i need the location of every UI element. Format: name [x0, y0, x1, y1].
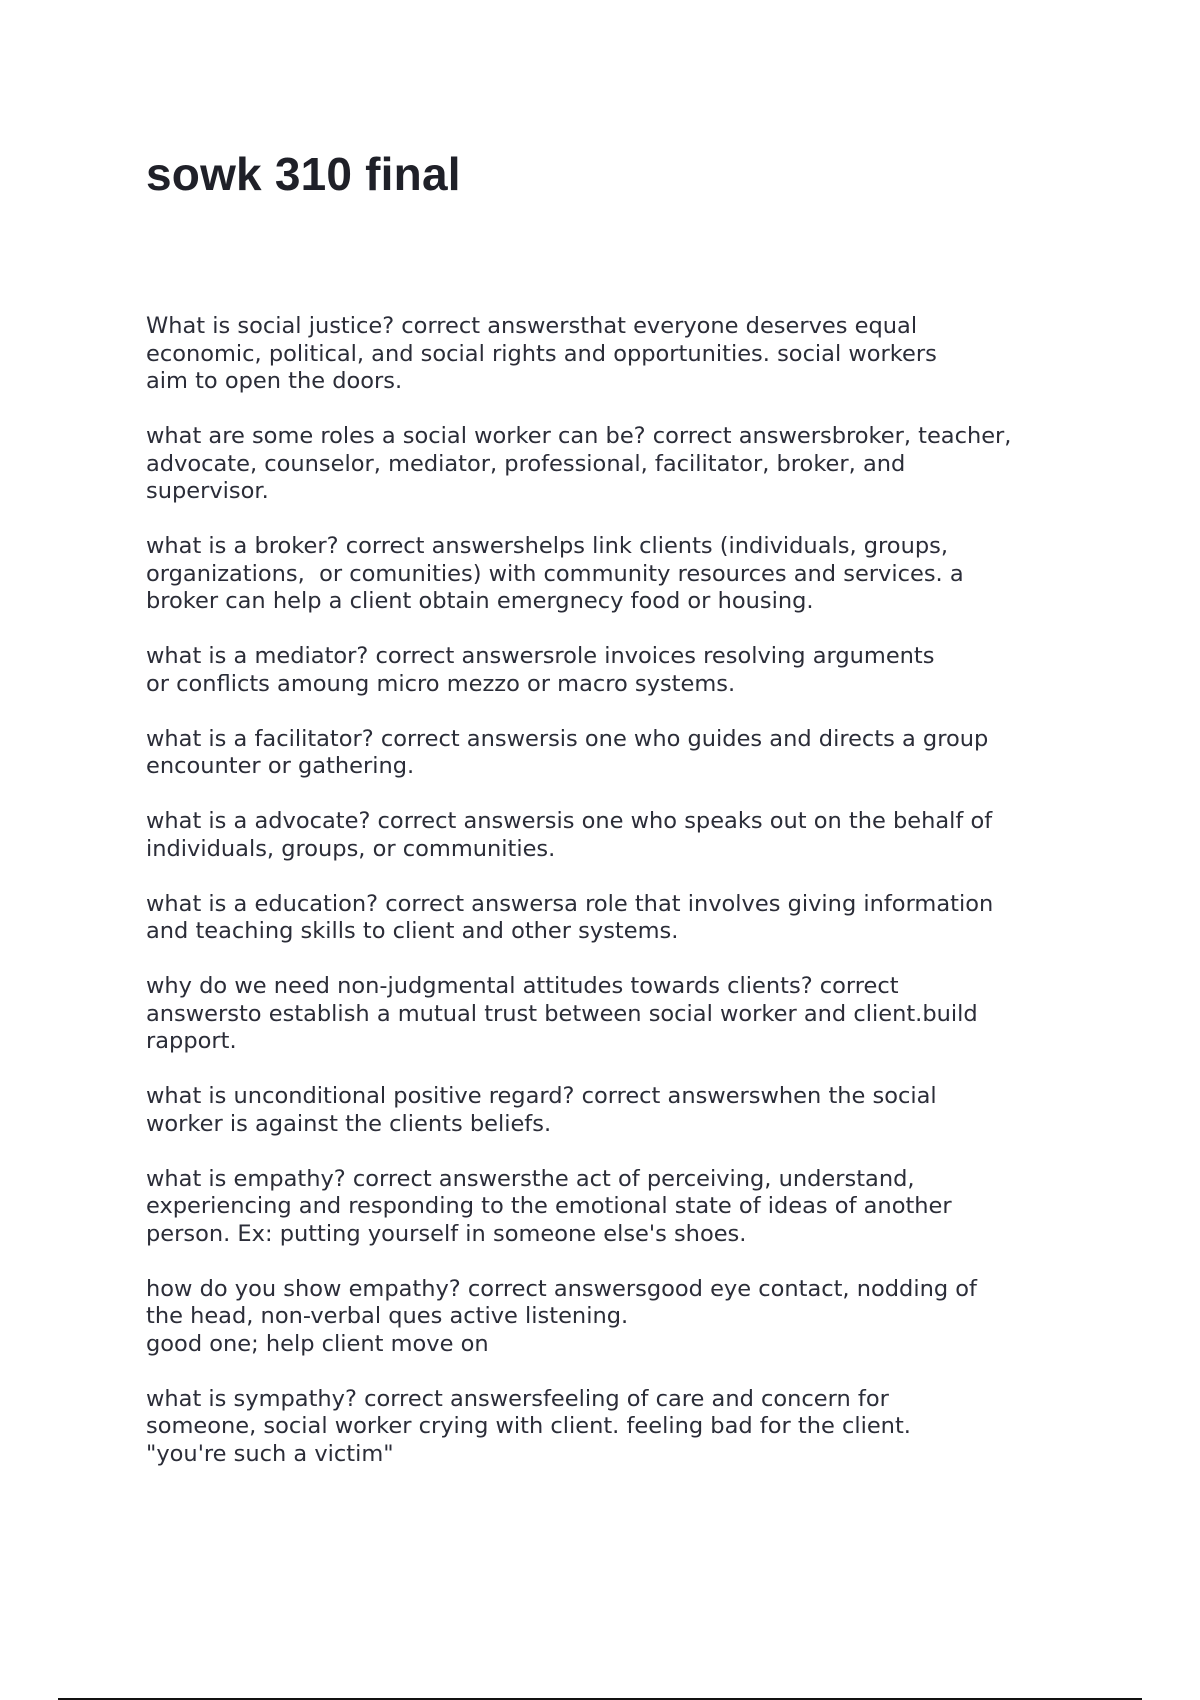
qa-item: [146, 891, 1086, 946]
qa-text-line: worker is against the clients beliefs.: [146, 1110, 552, 1137]
qa-text-line: what is sympathy? correct answersfeeling of care and concern for: [146, 1385, 889, 1412]
qa-item: [146, 1166, 1086, 1249]
qa-text-line: economic, political, and social rights and opportunities. social workers: [146, 340, 937, 367]
qa-text-line: encounter or gathering.: [146, 753, 415, 779]
qa-text-line: someone, social worker crying with client. feeling bad for the client.: [146, 1413, 911, 1439]
qa-text-line: broker can help a client obtain emergnecy food or housing.: [146, 588, 814, 614]
qa-text-line: aim to open the doors.: [146, 368, 403, 394]
qa-item: [146, 973, 1086, 1056]
qa-text-line: why do we need non-judgmental attitudes towards clients? correct: [146, 973, 899, 999]
qa-item: [146, 313, 1086, 396]
qa-item: [146, 1386, 1086, 1469]
qa-item: [146, 423, 1086, 506]
qa-text-line: or conflicts amoung micro mezzo or macro systems.: [146, 670, 736, 697]
qa-text-line: "you're such a victim": [146, 1440, 394, 1467]
qa-text-line: person. Ex: putting yourself in someone else's shoes.: [146, 1220, 747, 1247]
qa-text-line: answersto establish a mutual trust between social worker and client.build: [146, 1000, 978, 1027]
qa-text-line: rapport.: [146, 1028, 237, 1054]
qa-text-line: advocate, counselor, mediator, professional, facilitator, broker, and: [146, 450, 906, 477]
qa-text-line: how do you show empathy? correct answersgood eye contact, nodding of: [146, 1275, 977, 1302]
qa-list: [146, 313, 1086, 1496]
qa-item: [146, 643, 1086, 698]
qa-item: [146, 533, 1086, 616]
qa-item: [146, 1083, 1086, 1138]
page-title: sowk 310 final: [146, 148, 461, 200]
qa-text-line: organizations, or comunities) with community resources and services. a: [146, 560, 964, 587]
qa-text-line: what is empathy? correct answersthe act of perceiving, understand,: [146, 1165, 915, 1192]
qa-item: [146, 1276, 1086, 1359]
qa-text-line: what is a facilitator? correct answersis one who guides and directs a group: [146, 725, 989, 752]
qa-text-line: experiencing and responding to the emotional state of ideas of another: [146, 1193, 952, 1219]
qa-text-line: what is a mediator? correct answersrole invoices resolving arguments: [146, 643, 935, 669]
qa-text-line: what is a broker? correct answershelps link clients (individuals, groups,: [146, 533, 948, 559]
qa-text-line: what is unconditional positive regard? correct answerswhen the social: [146, 1083, 937, 1109]
qa-text-line: and teaching skills to client and other systems.: [146, 918, 679, 944]
qa-text-line: individuals, groups, or communities.: [146, 835, 556, 862]
qa-item: [146, 808, 1086, 863]
qa-text-line: supervisor.: [146, 478, 269, 504]
qa-text-line: the head, non-verbal ques active listening.: [146, 1303, 629, 1329]
qa-text-line: What is social justice? correct answersthat everyone deserves equal: [146, 313, 918, 339]
qa-text-line: what are some roles a social worker can be? correct answersbroker, teacher,: [146, 423, 1012, 449]
qa-text-line: what is a education? correct answersa role that involves giving information: [146, 890, 994, 917]
qa-text-line: what is a advocate? correct answersis one who speaks out on the behalf of: [146, 808, 993, 834]
qa-text-line: good one; help client move on: [146, 1330, 489, 1357]
qa-item: [146, 726, 1086, 781]
